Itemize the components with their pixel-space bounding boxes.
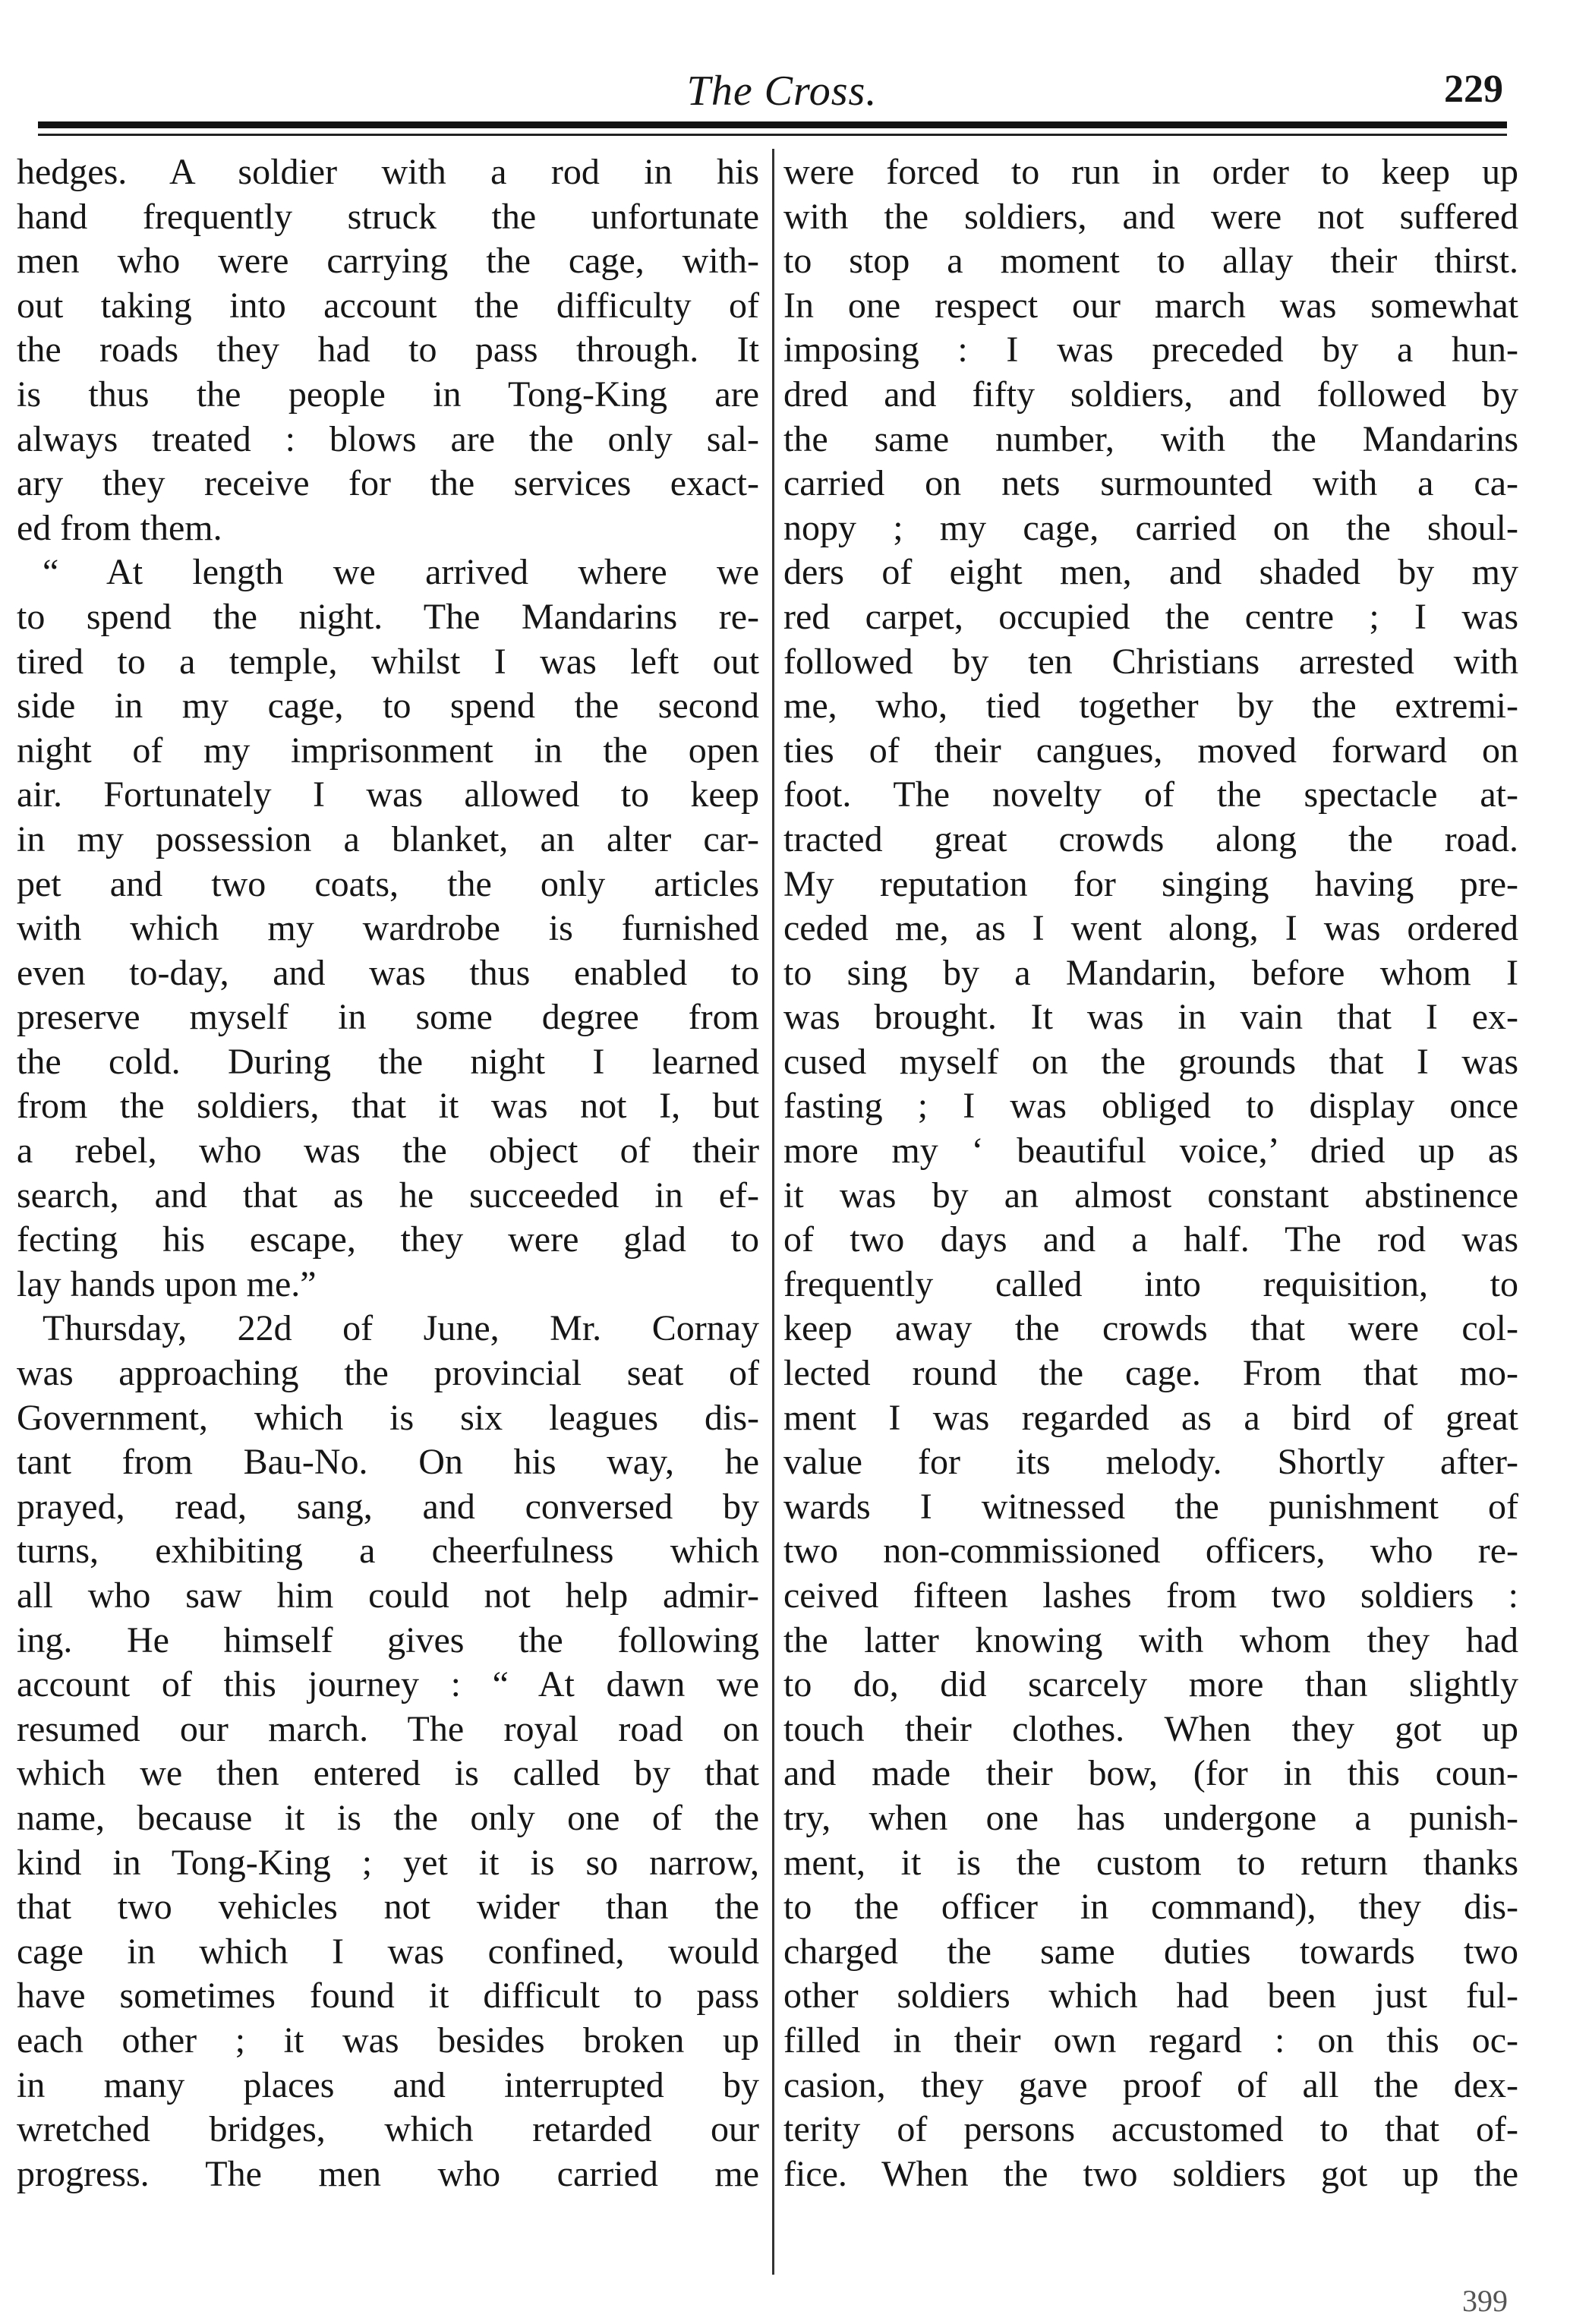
text-line: red carpet, occupied the centre ; I was (783, 596, 1518, 637)
text-line: nopy ; my cage, carried on the shoul- (783, 507, 1518, 548)
text-line: imposing : I was preceded by a hun- (783, 330, 1518, 371)
text-line: casion, they gave proof of all the dex- (783, 2064, 1518, 2105)
text-line: was approaching the provincial seat of (17, 1353, 759, 1394)
text-line: name, because it is the only one of the (17, 1797, 759, 1838)
text-line: from the soldiers, that it was not I, but (17, 1086, 759, 1127)
text-line: ed from them. (17, 507, 222, 548)
text-line: side in my cage, to spend the second (17, 686, 759, 727)
text-line: ment, it is the custom to return thanks (783, 1842, 1518, 1883)
text-line: fice. When the two soldiers got up the (783, 2153, 1518, 2194)
text-line: cused myself on the grounds that I was (783, 1041, 1518, 1082)
text-line: lay hands upon me.” (17, 1263, 317, 1304)
text-line: search, and that as he succeeded in ef- (17, 1175, 759, 1216)
text-line: the latter knowing with whom they had (783, 1619, 1518, 1660)
text-line: and made their bow, (for in this coun- (783, 1753, 1518, 1794)
text-line: the cold. During the night I learned (17, 1041, 759, 1082)
text-line: other soldiers which had been just ful- (783, 1976, 1518, 2017)
text-line: tired to a temple, whilst I was left out (17, 641, 759, 682)
text-line: air. Fortunately I was allowed to keep (17, 774, 759, 815)
text-line: prayed, read, sang, and conversed by (17, 1486, 759, 1527)
text-line: “ At length we arrived where we (43, 552, 759, 593)
text-line: me, who, tied together by the extremi- (783, 686, 1518, 727)
text-line: to spend the night. The Mandarins re- (17, 596, 759, 637)
text-line: ary they receive for the services exact- (17, 463, 759, 504)
text-line: followed by ten Christians arrested with (783, 641, 1518, 682)
text-line: wretched bridges, which retarded our (17, 2109, 759, 2150)
text-line: dred and fifty soldiers, and followed by (783, 374, 1518, 415)
text-line: have sometimes found it difficult to pass (17, 1976, 759, 2017)
text-line: the same number, with the Mandarins (783, 418, 1518, 459)
text-line: two non-commissioned officers, who re- (783, 1531, 1518, 1572)
text-line: with the soldiers, and were not suffered (783, 196, 1518, 237)
text-line: fecting his escape, they were glad to (17, 1219, 759, 1260)
text-line: cage in which I was confined, would (17, 1931, 759, 1972)
text-line: were forced to run in order to keep up (783, 152, 1518, 192)
text-line: progress. The men who carried me (17, 2153, 759, 2194)
text-line: In one respect our march was somewhat (783, 285, 1518, 326)
text-line: Thursday, 22d of June, Mr. Cornay (43, 1308, 759, 1349)
text-line: kind in Tong-King ; yet it is so narrow, (17, 1842, 759, 1883)
text-line: resumed our march. The royal road on (17, 1708, 759, 1749)
text-line: keep away the crowds that were col- (783, 1308, 1518, 1349)
text-line: ing. He himself gives the following (17, 1619, 759, 1660)
text-line: ties of their cangues, moved forward on (783, 730, 1518, 771)
text-line: ment I was regarded as a bird of great (783, 1397, 1518, 1438)
text-line: foot. The novelty of the spectacle at- (783, 774, 1518, 815)
text-line: of two days and a half. The rod was (783, 1219, 1518, 1260)
text-line: fasting ; I was obliged to display once (783, 1086, 1518, 1127)
column-divider (772, 149, 774, 2275)
right-column (783, 150, 1518, 2196)
text-line: turns, exhibiting a cheerfulness which (17, 1531, 759, 1572)
text-line: frequently called into requisition, to (783, 1263, 1518, 1304)
text-line: carried on nets surmounted with a ca- (783, 463, 1518, 504)
text-line: preserve myself in some degree from (17, 997, 759, 1038)
left-column (17, 150, 759, 2196)
text-line: filled in their own regard : on this oc- (783, 2020, 1518, 2061)
text-line: to the officer in command), they dis- (783, 1887, 1518, 1928)
header-rule-thick (38, 121, 1507, 128)
text-line: always treated : blows are the only sal- (17, 418, 759, 459)
text-line: is thus the people in Tong-King are (17, 374, 759, 415)
text-line: men who were carrying the cage, with- (17, 241, 759, 282)
text-line: pet and two coats, the only articles (17, 863, 759, 904)
text-line: each other ; it was besides broken up (17, 2020, 759, 2061)
text-line: night of my imprisonment in the open (17, 730, 759, 771)
text-line: My reputation for singing having pre- (783, 863, 1518, 904)
text-line: try, when one has undergone a punish- (783, 1797, 1518, 1838)
header-rule-thin (38, 134, 1507, 136)
text-line: touch their clothes. When they got up (783, 1708, 1518, 1749)
text-line: more my ‘ beautiful voice,’ dried up as (783, 1130, 1518, 1171)
text-line: which we then entered is called by that (17, 1753, 759, 1794)
text-line: the roads they had to pass through. It (17, 330, 759, 371)
text-line: it was by an almost constant abstinence (783, 1175, 1518, 1216)
text-line: all who saw him could not help admir- (17, 1575, 759, 1616)
text-line: a rebel, who was the object of their (17, 1130, 759, 1171)
text-line: was brought. It was in vain that I ex- (783, 997, 1518, 1038)
text-line: in many places and interrupted by (17, 2064, 759, 2105)
text-line: with which my wardrobe is furnished (17, 908, 759, 949)
text-line: hedges. A soldier with a rod in his (17, 152, 759, 192)
page-header (0, 67, 1570, 115)
text-line: to do, did scarcely more than slightly (783, 1664, 1518, 1705)
text-line: terity of persons accustomed to that of- (783, 2109, 1518, 2150)
text-line: ceived fifteen lashes from two soldiers : (783, 1575, 1518, 1616)
text-line: even to-day, and was thus enabled to (17, 952, 759, 993)
text-line: charged the same duties towards two (783, 1931, 1518, 1972)
text-line: ceded me, as I went along, I was ordered (783, 908, 1518, 949)
text-line: to stop a moment to allay their thirst. (783, 241, 1518, 282)
text-line: Government, which is six leagues dis- (17, 1397, 759, 1438)
text-line: hand frequently struck the unfortunate (17, 196, 759, 237)
page-number: 229 (1444, 68, 1503, 111)
text-line: wards I witnessed the punishment of (783, 1486, 1518, 1527)
text-line: in my possession a blanket, an alter car- (17, 818, 759, 859)
text-line: to sing by a Mandarin, before whom I (783, 952, 1518, 993)
text-line: out taking into account the difficulty of (17, 285, 759, 326)
text-line: lected round the cage. From that mo- (783, 1353, 1518, 1394)
margin-note: 399 (1462, 2284, 1508, 2318)
text-line: tant from Bau-No. On his way, he (17, 1442, 759, 1483)
text-line: ders of eight men, and shaded by my (783, 552, 1518, 593)
text-line: account of this journey : “ At dawn we (17, 1664, 759, 1705)
running-title: The Cross. (686, 68, 878, 115)
text-line: value for its melody. Shortly after- (783, 1442, 1518, 1483)
text-line: tracted great crowds along the road. (783, 818, 1518, 859)
text-line: that two vehicles not wider than the (17, 1887, 759, 1928)
